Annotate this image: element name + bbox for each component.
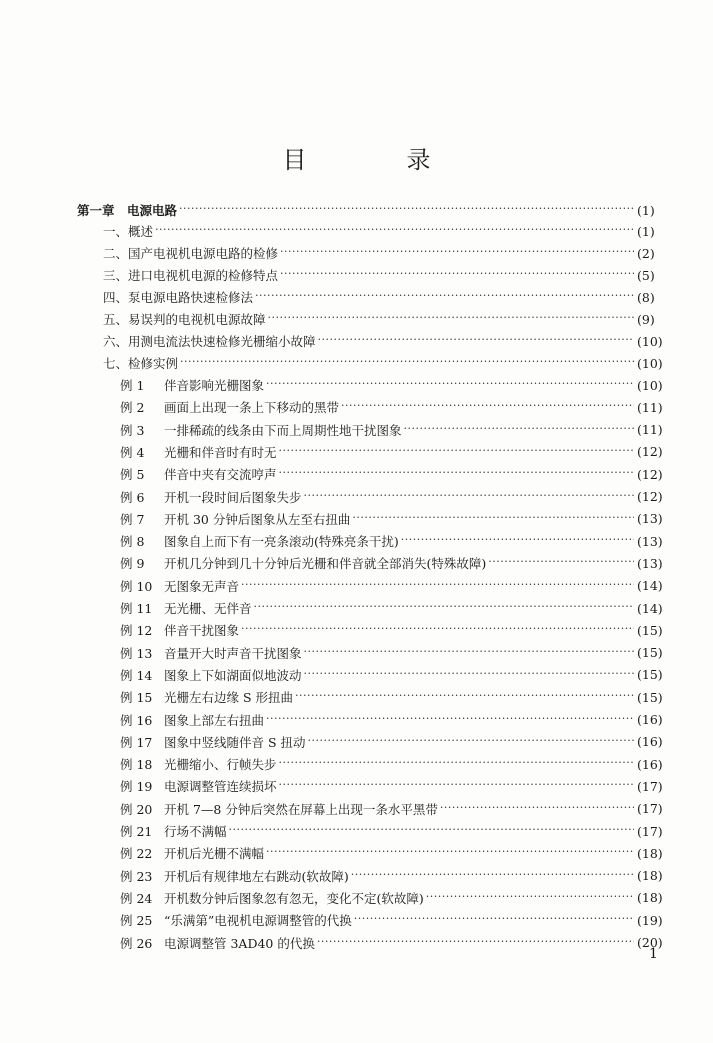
example-number: 例 12 bbox=[120, 623, 153, 639]
example-page: (18) bbox=[637, 890, 663, 906]
toc-example[interactable] bbox=[120, 553, 667, 573]
toc-example[interactable] bbox=[120, 531, 667, 551]
example-title: 无光栅、无伴音 bbox=[164, 601, 252, 616]
example-number: 例 20 bbox=[120, 801, 153, 817]
page-number: 1 bbox=[649, 946, 658, 962]
example-title: 光栅和伴音时有时无 bbox=[164, 444, 277, 460]
example-page: (15) bbox=[637, 622, 663, 638]
toc-section[interactable]: 六、用测电流法快速检修光栅缩小故障 ····· (10) bbox=[103, 331, 667, 351]
example-page: (17) bbox=[637, 778, 663, 794]
example-title: 开机后光栅不满幅 bbox=[164, 846, 265, 862]
example-page: (13) bbox=[637, 555, 663, 571]
example-title: 音量开大时声音干扰图象 bbox=[164, 645, 302, 661]
example-page: (12) bbox=[637, 466, 663, 482]
toc-section[interactable]: 一、概述 ····· (1) bbox=[103, 221, 667, 241]
toc-example[interactable] bbox=[120, 888, 667, 908]
example-title: 开机后有规律地左右跳动(软故障) bbox=[164, 868, 349, 884]
example-number: 例 5 bbox=[120, 467, 145, 483]
example-page: (16) bbox=[637, 712, 663, 727]
toc-example[interactable] bbox=[120, 375, 667, 395]
toc-example[interactable] bbox=[120, 576, 667, 596]
toc-example[interactable] bbox=[120, 464, 667, 484]
example-title: 行场不满幅 bbox=[164, 824, 227, 839]
toc-example[interactable] bbox=[120, 933, 667, 953]
example-page: (13) bbox=[637, 533, 663, 549]
toc-example[interactable] bbox=[120, 821, 667, 841]
example-page: (10) bbox=[637, 377, 663, 393]
chapter-label: 第一章 电源电路 bbox=[77, 203, 178, 218]
toc-example[interactable] bbox=[120, 643, 667, 663]
example-title: 无图象无声音 bbox=[164, 578, 240, 594]
example-number: 例 6 bbox=[120, 489, 145, 505]
example-title: 光栅缩小、行帧失步 bbox=[164, 757, 277, 773]
chapter-page: (1) bbox=[637, 202, 655, 218]
example-number: 例 25 bbox=[120, 913, 153, 929]
example-page: (12) bbox=[637, 444, 663, 460]
example-title: 伴音干扰图象 bbox=[164, 623, 240, 639]
toc-example[interactable] bbox=[120, 397, 667, 417]
toc-example[interactable] bbox=[120, 487, 667, 507]
toc-example[interactable] bbox=[120, 620, 667, 640]
toc-example[interactable] bbox=[120, 910, 667, 930]
example-title: 一排稀疏的线条由下而上周期性地干扰图象 bbox=[164, 422, 402, 438]
toc-example[interactable] bbox=[120, 598, 667, 618]
toc-section[interactable]: 七、检修实例 ····· (10) bbox=[103, 353, 667, 373]
toc-section[interactable]: 五、易误判的电视机电源故障 ····· (9) bbox=[103, 309, 667, 329]
example-number: 例 16 bbox=[120, 712, 153, 728]
toc-example[interactable] bbox=[120, 420, 667, 440]
example-page: (15) bbox=[637, 667, 663, 683]
toc-example[interactable] bbox=[120, 509, 667, 529]
page-title: 目 录 bbox=[282, 146, 469, 174]
example-title: 开机一段时间后图象失步 bbox=[164, 489, 302, 505]
example-number: 例 14 bbox=[120, 667, 153, 683]
example-title: 图象中竖线随伴音 S 扭动 bbox=[164, 734, 306, 750]
example-page: (18) bbox=[637, 868, 663, 884]
example-number: 例 18 bbox=[120, 757, 153, 773]
example-title: 伴音中夹有交流哼声 bbox=[164, 467, 277, 483]
example-title: 伴音影响光栅图象 bbox=[164, 378, 265, 393]
example-page: (20) bbox=[637, 935, 663, 950]
example-number: 例 26 bbox=[120, 935, 153, 951]
example-number: 例 21 bbox=[120, 824, 153, 839]
example-title: 画面上出现一条上下移动的黑带 bbox=[164, 400, 340, 416]
toc-example[interactable] bbox=[120, 732, 667, 752]
toc-chapter-1[interactable] bbox=[77, 200, 667, 220]
example-page: (12) bbox=[637, 489, 663, 504]
example-number: 例 3 bbox=[120, 422, 145, 438]
example-page: (11) bbox=[637, 422, 663, 438]
example-number: 例 15 bbox=[120, 690, 153, 706]
example-page: (16) bbox=[637, 756, 663, 772]
example-number: 例 4 bbox=[120, 444, 145, 460]
example-number: 例 10 bbox=[120, 578, 153, 594]
example-number: 例 7 bbox=[120, 511, 145, 527]
example-page: (13) bbox=[637, 511, 663, 527]
example-number: 例 13 bbox=[120, 645, 153, 661]
example-title: 电源调整管连续损坏 bbox=[164, 779, 277, 795]
toc-example[interactable] bbox=[120, 687, 667, 707]
toc-example[interactable] bbox=[120, 710, 667, 730]
example-page: (18) bbox=[637, 845, 663, 861]
toc-section[interactable]: 二、国产电视机电源电路的检修 ····· (2) bbox=[103, 243, 667, 263]
example-title: 图象上部左右扭曲 bbox=[164, 712, 265, 728]
example-title: 图象自上而下有一亮条滚动(特殊亮条干扰) bbox=[164, 534, 399, 550]
example-number: 例 2 bbox=[120, 400, 145, 416]
example-title: 光栅左右边缘 S 形扭曲 bbox=[164, 690, 294, 706]
example-page: (17) bbox=[637, 823, 663, 839]
toc-example[interactable] bbox=[120, 843, 667, 863]
example-number: 例 9 bbox=[120, 556, 145, 572]
example-number: 例 17 bbox=[120, 734, 153, 750]
example-number: 例 8 bbox=[120, 534, 145, 550]
example-number: 例 11 bbox=[120, 601, 153, 616]
example-page: (15) bbox=[637, 689, 663, 705]
example-page: (17) bbox=[637, 801, 663, 817]
example-page: (11) bbox=[637, 399, 663, 415]
example-number: 例 23 bbox=[120, 868, 153, 884]
example-title: 开机数分钟后图象忽有忽无，变化不定(软故障) bbox=[164, 890, 424, 906]
toc-example[interactable] bbox=[120, 776, 667, 796]
toc-example[interactable] bbox=[120, 799, 667, 819]
toc-example[interactable] bbox=[120, 754, 667, 774]
example-page: (14) bbox=[637, 578, 663, 594]
toc-section[interactable]: 三、进口电视机电源的检修特点 ····· (5) bbox=[103, 265, 667, 285]
example-title: 图象上下如湖面似地波动 bbox=[164, 667, 302, 683]
example-page: (16) bbox=[637, 734, 663, 750]
example-number: 例 19 bbox=[120, 779, 153, 795]
example-number: 例 24 bbox=[120, 890, 153, 906]
toc-example[interactable] bbox=[120, 866, 667, 886]
example-title: 电源调整管 3AD40 的代换 bbox=[164, 935, 315, 951]
example-page: (15) bbox=[637, 645, 663, 661]
example-page: (19) bbox=[637, 912, 663, 928]
example-title: 开机 30 分钟后图象从左至右扭曲 bbox=[164, 511, 351, 527]
example-page: (14) bbox=[637, 600, 663, 616]
example-title: “乐满第”电视机电源调整管的代换 bbox=[164, 913, 352, 929]
toc-example[interactable] bbox=[120, 665, 667, 685]
example-title: 开机 7—8 分钟后突然在屏幕上出现一条水平黑带 bbox=[164, 801, 438, 817]
toc-example[interactable] bbox=[120, 442, 667, 462]
toc-section[interactable]: 四、泵电源电路快速检修法 ····· (8) bbox=[103, 287, 667, 307]
example-number: 例 22 bbox=[120, 846, 153, 862]
example-number: 例 1 bbox=[120, 378, 145, 393]
example-title: 开机几分钟到几十分钟后光栅和伴音就全部消失(特殊故障) bbox=[164, 556, 487, 572]
